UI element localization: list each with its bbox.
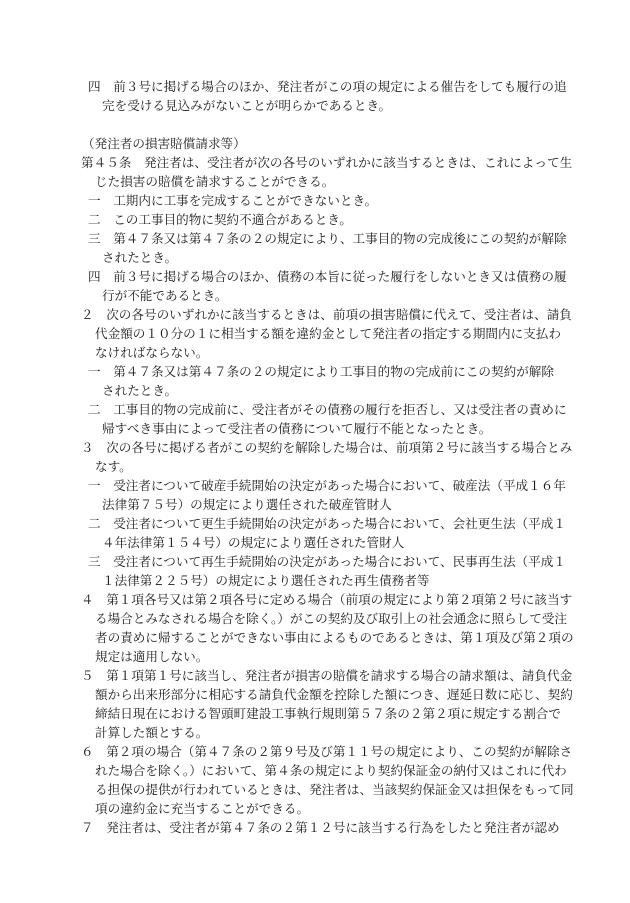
text-line: 一 第４７条又は第４７条の２の規定により工事目的物の完成前にこの契約が解除 bbox=[88, 364, 554, 379]
text-line: ４年法律第１５４号）の規定により選任された管財人 bbox=[102, 535, 405, 550]
text-line: 規定は適用しない。 bbox=[95, 649, 209, 664]
text-line: 代金額の１０分の１に相当する額を違約金として発注者の指定する期間内に支払わ bbox=[95, 326, 561, 341]
text-line: 三 受注者について再生手続開始の決定があった場合において、民事再生法（平成１ bbox=[88, 554, 566, 569]
text-line: じた損害の賠償を請求することができる。 bbox=[95, 174, 335, 189]
text-line: 者の責めに帰することができない事由によるものであるときは、第１項及び第２項の bbox=[95, 630, 574, 645]
text-line: なければならない。 bbox=[95, 345, 209, 360]
text-line: 三 第４７条又は第４７条の２の規定により、工事目的物の完成後にこの契約が解除 bbox=[88, 231, 567, 246]
text-line: 一 受注者について破産手続開始の決定があった場合において、破産法（平成１６年 bbox=[88, 478, 566, 493]
text-line: 四 前３号に掲げる場合のほか、発注者がこの項の規定による催告をしても履行の追 bbox=[88, 79, 567, 94]
text-line: る担保の提供が行われているときは、発注者は、当該契約保証金又は担保をもって同 bbox=[95, 782, 574, 797]
text-line: る場合とみなされる場合を除く。）がこの契約及び取引上の社会通念に照らして受注 bbox=[95, 611, 568, 626]
text-line: れた場合を除く。）において、第４条の規定により契約保証金の納付又はこれに代わ bbox=[95, 763, 567, 778]
text-line: なす。 bbox=[95, 459, 132, 474]
text-line: 行が不能であるとき。 bbox=[102, 288, 228, 303]
text-line: 計算した額とする。 bbox=[95, 725, 209, 740]
text-line: ６ 第２項の場合（第４７条の２第９号及び第１１号の規定により、この契約が解除さ bbox=[81, 744, 573, 759]
text-line: 項の違約金に充当することができる。 bbox=[95, 801, 310, 816]
text-line: ４ 第１項各号又は第２項各号に定める場合（前項の規定により第２項第２号に該当す bbox=[81, 592, 573, 607]
text-line: ２ 次の各号のいずれかに該当するときは、前項の損害賠償に代えて、受注者は、請負 bbox=[81, 307, 572, 322]
text-line: 二 受注者について更生手続開始の決定があった場合において、会社更生法（平成１ bbox=[88, 516, 566, 531]
article-title: 第４５条 発注者は、受注者が次の各号のいずれかに該当するときは、これによって生 bbox=[81, 155, 573, 170]
text-line: １法律第２２５号）の規定により選任された再生債務者等 bbox=[102, 573, 430, 588]
text-line: ７ 発注者は、受注者が第４７条の２第１２号に該当する行為をしたと発注者が認め bbox=[81, 820, 560, 835]
text-line: ３ 次の各号に掲げる者がこの契約を解除した場合は、前項第２号に該当する場合とみ bbox=[81, 440, 573, 455]
text-line: 二 工事目的物の完成前に、受注者がその債務の履行を拒否し、又は受注者の責めに bbox=[88, 402, 567, 417]
text-line: 法律第７５号）の規定により選任された破産管財人 bbox=[102, 497, 392, 512]
text-line: ５ 第１項第１号に該当し、発注者が損害の賠償を請求する場合の請求額は、請負代金 bbox=[81, 668, 573, 683]
text-line: 完を受ける見込みがないことが明らかであるとき。 bbox=[102, 98, 392, 113]
text-line: されたとき。 bbox=[102, 383, 178, 398]
text-line: 額から出来形部分に相応する請負代金額を控除した額につき、遅延日数に応じ、契約 bbox=[95, 687, 573, 702]
text-line: 四 前３号に掲げる場合のほか、債務の本旨に従った履行をしないとき又は債務の履 bbox=[88, 269, 567, 284]
text-line: 帰すべき事由によって受注者の債務について履行不能となったとき。 bbox=[102, 421, 492, 436]
text-line: 二 この工事目的物に契約不適合があるとき。 bbox=[88, 212, 352, 227]
text-line: 一 工期内に工事を完成することができないとき。 bbox=[88, 193, 378, 208]
text-line: されたとき。 bbox=[102, 250, 178, 265]
section-heading: （発注者の損害賠償請求等） bbox=[82, 136, 246, 151]
text-line: 締結日現在における智頭町建設工事執行規則第５７条の２第２項に規定する割合で bbox=[95, 706, 561, 721]
